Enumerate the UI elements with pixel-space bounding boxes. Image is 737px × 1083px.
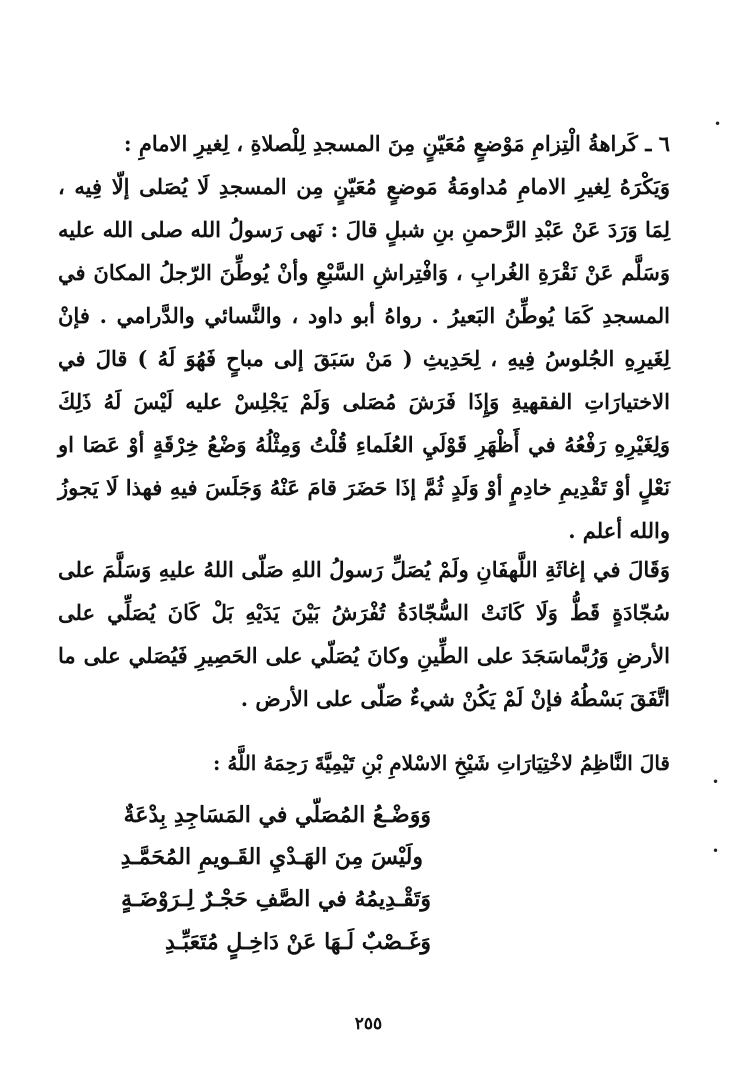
paragraph-2: وَقَالَ في إغاثَةِ اللَّهفَانِ ولَمْ يُصَلِّ رَسولُ اللهِ صَلّى اللهُ عليهِ وَسَلَّمَ على سُجّادَةٍ قَطُّ وَلَا كَانَتْ السُّجّادَةُ تُفْرَشُ بَيْنَ يَدَيْهِ بَلْ كَانَ يُصَلِّي على الأرضِ وَرُبَّماسَجَدَ على الطِّينِ وكانَ يُصَلّي على الحَصِيرِ فَيُصَلي على ما اتَّفَقَ بَسْطُهُ فإنْ لَمْ يَكُنْ شيءٌ صَلّى على الأرض . <box>58 557 670 711</box>
verse-line-2: ولَيْسَ مِنَ الهَـدْيِ القَـويمِ المُحَمَّـدِ <box>120 844 423 870</box>
verse-line-3: وَتَقْـدِيمُهُ في الصَّفِ حَجْـرٌ لِـرَوْضَـةٍ <box>121 886 431 912</box>
verse-intro: قالَ النَّاظِمُ لاخْتِيَارَاتِ شَيْخِ الاسْلامِ بْنِ تَيْمِيَّةَ رَحِمَهُ اللَّهُ : <box>213 751 670 775</box>
paragraph-1: وَيَكْرَهُ لِغيرِ الامامِ مُداومَةُ مَوضعٍ مُعَيّنٍ مِن المسجدِ لَا يُصَلى إلّا فِيه ، لِمَا وَرَدَ عَنْ عَبْدِ الرَّحمنِ بنِ شبلٍ قالَ : نَهى رَسولُ الله صلى الله عليه وَسَلَّم عَنْ نَقْرَةِ الغُرابِ ، وَافْتِراشِ السَّبْعِ وأنْ يُوطِّنَ الرّجلُ المكانَ في المسجدِ كَمَا يُوطِّنُ البَعيرُ . رواهُ أبو داود ، والنَّسائي والدَّرامي . فإنْ لِغَيرِهِ الجُلوسُ فِيهِ ، لِحَدِيثِ ( مَنْ سَبَقَ إلى مباحٍ فَهُوَ لَهُ ) قالَ في الاختيارَاتِ الفقهيةِ وَإِذَا فَرَشَ مُصَلى وَلَمْ يَجْلِسْ عليه لَيْسَ لَهُ ذَلِكَ وَلِغَيْرِهِ رَفْعُهُ في أَظْهَرِ قَوْلَيِ العُلَماءِ قُلْتُ وَمِثْلُهُ وَضْعُ خِرْقَةٍ أوْ عَصَا او نَعْلٍ أوْ تَقْدِيمِ خادِمٍ أوْ وَلَدٍ ثُمَّ إذَا حَضَرَ قامَ عَنْهُ وَجَلَسَ فيهِ فهذا لَا يَجوزُ والله أعلم . <box>58 174 670 543</box>
margin-mark: • <box>714 117 722 131</box>
page-number: ٢٥٥ <box>354 1014 383 1034</box>
margin-mark: • <box>712 775 720 789</box>
section-heading: ٦ ـ كَراهةُ الْتِزامِ مَوْضعٍ مُعَيّنٍ مِنَ المسجدِ لِلْصلاةِ ، لِغيرِ الامامِ : <box>123 131 670 156</box>
verse-line-4: وَغَـصْبٌ لَـهَا عَنْ دَاخِـلٍ مُتَعَبِّـدِ <box>164 929 431 955</box>
main-text-block <box>58 122 670 552</box>
verse-line-1: وَوَضْـعُ المُصَلّي في المَسَاجِدِ بِدْعَةٌ <box>123 802 431 828</box>
margin-mark: • <box>712 844 720 858</box>
